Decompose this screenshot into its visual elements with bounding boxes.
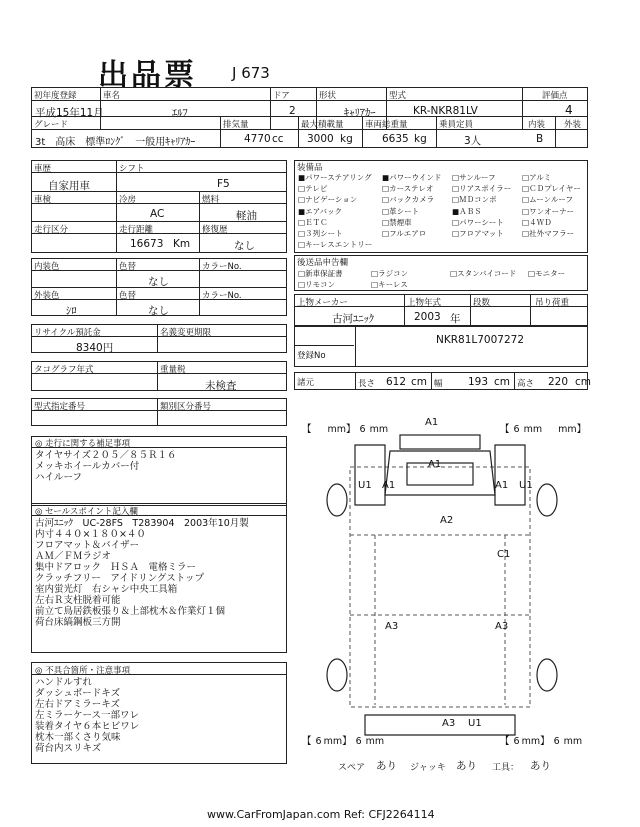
equipment-title: 装備品	[297, 163, 323, 173]
equipment-item: □ムーンルーフ	[522, 195, 573, 205]
width-value: 193	[468, 376, 489, 388]
grade-value: 3t 高床 標準ﾛﾝｸﾞ 一般用ｷｬﾘｱｶｰ	[35, 137, 196, 148]
height-unit: cm	[575, 376, 592, 388]
interior-repaint-value: なし	[148, 276, 169, 288]
note-line: 荷台床縞鋼板三方開	[35, 617, 121, 628]
equipment-item: □４ＷＤ	[522, 217, 552, 227]
damage-mark: A1	[425, 417, 439, 428]
damage-mark: U1	[468, 718, 482, 729]
registration-label: 登録No	[297, 351, 326, 361]
equipment-item: □アルミ	[522, 173, 552, 182]
equipment-item: ■パワーウインド	[382, 173, 442, 182]
body-year-value: 2003	[414, 311, 441, 323]
shape-label: 形状	[319, 91, 337, 101]
chassis-number-value: NKR81L7007272	[436, 334, 525, 346]
note-line: 集中ドアロック ＨＳＡ 電格ミラー	[35, 562, 197, 573]
tread-depth-front-left: 【 mm】 6 mm	[302, 424, 389, 435]
damage-mark: A1	[382, 480, 396, 491]
equipment-item: □ＥＴＣ	[298, 217, 328, 227]
inspection-label: 車検	[34, 195, 52, 205]
type-designation-label: 型式指定番号	[34, 402, 86, 412]
weight-tax-label: 重量税	[160, 365, 186, 375]
dimensions-label: 諸元	[297, 378, 315, 388]
note-line: 枕木一部くさり気味	[35, 732, 121, 743]
length-value: 612	[386, 376, 407, 388]
damage-mark: A1	[495, 480, 509, 491]
jack-label: ジャッキ	[410, 763, 446, 773]
car-name-value: ｴﾙﾌ	[172, 107, 188, 119]
note-line: 室内蛍光灯 右シャシ中央工具箱	[35, 584, 178, 595]
capacity-label: 乗員定員	[439, 120, 474, 130]
damage-mark: U1	[519, 480, 533, 491]
equipment-item: □禁煙車	[382, 217, 412, 227]
shift-value: F5	[217, 178, 230, 190]
equipment-item: □サンルーフ	[452, 173, 496, 182]
mileage-value: 16673	[130, 238, 164, 250]
max-load-unit: kg	[340, 133, 353, 145]
note-line: クラッチフリー アイドリングストップ	[35, 573, 205, 584]
length-label: 長さ	[358, 379, 376, 389]
lot-number: J 673	[232, 64, 270, 82]
max-load-value: 3000	[307, 133, 334, 145]
car-name-label: 車名	[103, 91, 121, 101]
note-line: ＡＭ／ＦＭラジオ	[35, 551, 112, 562]
document-item: □キーレス	[371, 280, 408, 289]
exterior-color-label: 外装色	[34, 291, 60, 301]
first-registration-label: 初年度登録	[34, 91, 77, 101]
equipment-item: □カーステレオ	[382, 184, 434, 194]
mileage-unit: Km	[173, 238, 191, 250]
model-value: KR-NKR81LV	[413, 105, 478, 117]
tachograph-label: タコグラフ年式	[34, 365, 94, 375]
driving-notes-text	[35, 450, 177, 483]
hanging-load-label: 吊り荷重	[535, 298, 570, 308]
document-item: □リモコン	[298, 280, 336, 289]
interior-value: B	[536, 133, 544, 145]
damage-mark: U1	[358, 480, 372, 491]
height-value: 220	[548, 376, 569, 388]
note-line: タイヤサイズ２０５／８５Ｒ１６	[35, 450, 177, 461]
note-line: 古河ﾕﾆｯｸ UC-28FS T283904 2003年10月製	[35, 518, 249, 529]
equipment-item: □パワーシート	[452, 217, 504, 227]
gross-weight-label: 車両総重量	[365, 120, 408, 130]
equipment-item: □ＣＤプレイヤー	[522, 184, 581, 194]
first-registration-value: 平成15年11月	[35, 107, 104, 119]
repair-history-label: 修復歴	[202, 225, 228, 235]
equipment-item: □テレビ	[298, 184, 328, 194]
vehicle-history-label: 車歴	[34, 164, 52, 174]
shape-value: ｷｬﾘｱｶｰ	[344, 107, 376, 119]
interior-label: 内装	[528, 120, 546, 130]
registration-table	[294, 326, 588, 367]
damage-mark: A3	[385, 621, 399, 632]
exterior-repaint-value: なし	[148, 305, 169, 317]
damage-mark: A1	[428, 459, 442, 470]
score-value: 4	[565, 103, 573, 117]
note-line: 内寸４４０×１８０×４０	[35, 529, 146, 540]
recycle-fee-value: 8340円	[76, 342, 114, 354]
equipment-item: □ワンオーナー	[522, 206, 575, 216]
tools-label: 工具：	[492, 763, 520, 773]
note-line: 左右Ｒ支柱脱着可能	[35, 595, 121, 606]
note-line: 荷台内スリキズ	[35, 743, 102, 754]
shift-label: シフト	[119, 164, 145, 174]
fuel-value: 軽油	[236, 210, 257, 222]
width-label: 幅	[434, 379, 443, 389]
mileage-label: 走行距離	[119, 225, 154, 235]
exterior-label: 外装	[564, 120, 582, 130]
defects-text	[35, 677, 139, 754]
interior-repaint-label: 色替	[119, 262, 137, 272]
classification-label: 類別区分番号	[160, 402, 212, 412]
defects-title: ◎ 不具合箇所・注意事項	[35, 666, 131, 676]
damage-mark: C1	[497, 549, 511, 560]
equipment-item: □ＭＤコンポ	[452, 195, 497, 205]
capacity-value: 3人	[464, 135, 482, 147]
equipment-item: ■ＡＢＳ	[452, 206, 482, 216]
displacement-unit: cc	[272, 133, 284, 145]
body-maker-label: 上物メーカー	[297, 298, 348, 308]
length-unit: cm	[411, 376, 428, 388]
mileage-section-label: 走行区分	[34, 225, 69, 235]
tread-depth-front-right: 【 6 mm mm】	[500, 424, 587, 435]
driving-notes-title: ◎ 走行に関する補足事項	[35, 439, 131, 449]
note-line: 左右ドアミラーキズ	[35, 699, 121, 710]
equipment-item: □フロアマット	[452, 229, 504, 238]
equipment-item: □フルエアロ	[382, 229, 427, 238]
width-unit: cm	[494, 376, 511, 388]
interior-color-label: 内装色	[34, 262, 60, 272]
weight-tax-value: 未検査	[205, 380, 237, 392]
document-item: □ラジコン	[371, 269, 409, 278]
note-line: 装着タイヤ６本ヒビワレ	[35, 721, 140, 732]
damage-mark: A3	[442, 718, 456, 729]
interior-color-no-label: カラーNo.	[202, 262, 242, 272]
fuel-label: 燃料	[202, 195, 220, 205]
damage-mark: A2	[440, 515, 454, 526]
spare-label: スペア	[338, 763, 366, 773]
aircon-label: 冷房	[119, 195, 137, 205]
recycle-fee-label: リサイクル預託金	[34, 328, 101, 338]
max-load-label: 最大積載量	[301, 120, 344, 130]
exterior-repaint-label: 色替	[119, 291, 137, 301]
score-label: 評価点	[542, 91, 568, 101]
aircon-value: AC	[150, 208, 165, 220]
note-line: フロアマット＆バイザー	[35, 540, 140, 551]
equipment-item: ■エアバック	[298, 206, 342, 216]
body-year-unit: 年	[450, 313, 461, 325]
note-line: ダッシュボードキズ	[35, 688, 121, 699]
equipment-item: □リアスポイラー	[452, 184, 512, 194]
name-change-label: 名義変更期限	[160, 328, 212, 338]
note-line: 前立て鳥居鉄板張り＆上部枕木＆作業灯１個	[35, 606, 226, 617]
equipment-item: □ナビゲーション	[298, 195, 358, 205]
exterior-color-no-label: カラーNo.	[202, 291, 242, 301]
model-label: 型式	[389, 91, 407, 101]
page-title: 出品票	[98, 58, 197, 93]
document-item: □モニター	[528, 269, 566, 278]
equipment-item: □キーレスエントリー	[298, 240, 373, 250]
grade-label: グレード	[34, 120, 69, 130]
note-line: ハンドルすれ	[35, 677, 93, 688]
doors-value: 2	[289, 105, 296, 117]
equipment-item: □革シート	[382, 206, 420, 216]
tread-depth-rear-right: 【 6 mm】 6 mm	[500, 736, 583, 747]
body-maker-value: 古河ﾕﾆｯｸ	[332, 313, 374, 325]
tools-value: あり	[530, 760, 551, 772]
vehicle-history-value: 自家用車	[48, 180, 90, 192]
jack-value: あり	[456, 760, 477, 772]
displacement-value: 4770	[244, 133, 271, 145]
equipment-item: □社外マフラー	[522, 229, 575, 238]
steps-label: 段数	[473, 298, 491, 308]
equipment-item: □バックカメラ	[382, 195, 435, 205]
height-label: 高さ	[517, 379, 535, 389]
footer-reference: www.CarFromJapan.com Ref: CFJ2264114	[207, 808, 435, 821]
note-line: 左ミラーケース一部ワレ	[35, 710, 140, 721]
vehicle-damage-diagram	[295, 415, 589, 760]
damage-mark: A3	[495, 621, 509, 632]
sales-points-text	[35, 518, 249, 628]
documents-title: 後送品申告欄	[297, 258, 349, 268]
doors-label: ドア	[273, 91, 290, 101]
spare-value: あり	[376, 760, 397, 772]
sales-points-title: ◎ セールスポイント記入欄	[35, 507, 138, 517]
repair-history-value: なし	[234, 240, 255, 252]
gross-weight-value: 6635	[382, 133, 409, 145]
gross-weight-unit: kg	[414, 133, 427, 145]
document-item: □スタンバイコード	[450, 269, 517, 278]
equipment-item: ■パワーステアリング	[298, 173, 372, 182]
exterior-color-value: ｼﾛ	[66, 305, 77, 317]
note-line: メッキホイールカバー付	[35, 461, 140, 472]
body-year-label: 上物年式	[407, 298, 442, 308]
document-item: □新車保証書	[298, 269, 343, 278]
note-line: ハイルーフ	[35, 472, 83, 483]
tread-depth-rear-left: 【 6 mm】 6 mm	[302, 736, 385, 747]
equipment-item: □３列シート	[298, 229, 343, 238]
displacement-label: 排気量	[223, 120, 249, 130]
